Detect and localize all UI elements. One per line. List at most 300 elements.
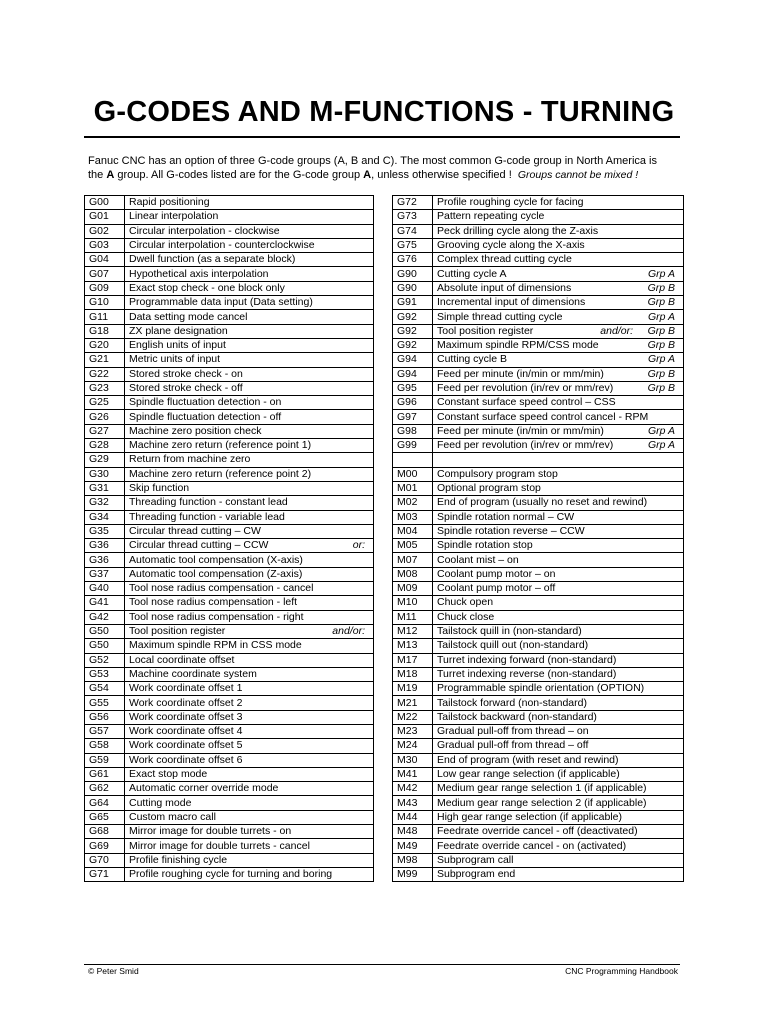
code-cell: M12 (393, 624, 433, 638)
description-text: Metric units of input (129, 353, 221, 366)
code-row (85, 653, 374, 667)
description-cell (433, 267, 684, 281)
description-cell (433, 596, 684, 610)
code-row (393, 582, 684, 596)
code-row (85, 553, 374, 567)
description-text: Work coordinate offset 5 (129, 739, 243, 752)
code-row (85, 667, 374, 681)
code-cell: G54 (85, 682, 125, 696)
description-text: English units of input (129, 339, 226, 352)
description-cell (125, 753, 374, 767)
description-cell (125, 196, 374, 210)
code-cell: M22 (393, 710, 433, 724)
code-cell: G62 (85, 782, 125, 796)
description-text: Threading function - variable lead (129, 510, 285, 523)
group-note: Grp B (647, 296, 675, 309)
code-cell: G59 (85, 753, 125, 767)
description-cell (433, 610, 684, 624)
description-text: Complex thread cutting cycle (437, 253, 572, 266)
code-row (393, 238, 684, 252)
description-cell (125, 524, 374, 538)
description-text: Constant surface speed control cancel - RPM (437, 410, 649, 423)
description-text: Grooving cycle along the X-axis (437, 239, 585, 252)
code-row (393, 839, 684, 853)
description-cell (433, 753, 684, 767)
code-cell: M07 (393, 553, 433, 567)
description-text: End of program (with reset and rewind) (437, 753, 619, 766)
code-cell: G41 (85, 596, 125, 610)
code-cell: G56 (85, 710, 125, 724)
intro-line-2 (88, 168, 688, 182)
description-cell (433, 310, 684, 324)
description-cell (433, 724, 684, 738)
description-cell (433, 682, 684, 696)
g-codes-table-left (84, 195, 374, 882)
code-row (393, 810, 684, 824)
description-cell (433, 739, 684, 753)
description-cell (433, 767, 684, 781)
description-text: Data setting mode cancel (129, 310, 248, 323)
code-row (393, 367, 684, 381)
description-text: Turret indexing forward (non-standard) (437, 653, 617, 666)
description-cell (125, 796, 374, 810)
description-cell (433, 453, 684, 467)
intro-line-1: Fanuc CNC has an option of three G-code groups (A, B and C). The most common G-code group in North America is (88, 155, 658, 167)
description-text: Circular interpolation - clockwise (129, 224, 280, 237)
code-row (393, 796, 684, 810)
code-row (393, 610, 684, 624)
group-note: Grp B (647, 281, 675, 294)
group-note: Grp B (647, 367, 675, 380)
footer-copyright: © Peter Smid (88, 966, 139, 976)
code-row (393, 667, 684, 681)
description-cell (433, 439, 684, 453)
code-row (393, 782, 684, 796)
code-row (393, 696, 684, 710)
code-row (393, 210, 684, 224)
description-cell (125, 481, 374, 495)
group-note: and/or: Grp B (600, 324, 675, 337)
code-cell: G30 (85, 467, 125, 481)
description-text: Programmable spindle orientation (OPTION) (437, 682, 645, 695)
description-text: Tailstock forward (non-standard) (437, 696, 587, 709)
description-cell (433, 510, 684, 524)
description-cell (125, 424, 374, 438)
description-cell (125, 767, 374, 781)
code-cell: G02 (85, 224, 125, 238)
code-row (393, 381, 684, 395)
description-text: Automatic tool compensation (Z-axis) (129, 567, 303, 580)
intro-text: group. All G-codes listed are for the G-code group (114, 169, 364, 181)
description-text: Exact stop mode (129, 768, 208, 781)
description-cell (125, 496, 374, 510)
code-cell: G03 (85, 238, 125, 252)
code-cell: G09 (85, 281, 125, 295)
code-row (393, 481, 684, 495)
description-text: Dwell function (as a separate block) (129, 253, 296, 266)
description-text: Automatic tool compensation (X-axis) (129, 553, 303, 566)
code-cell: M99 (393, 867, 433, 881)
code-cell: M43 (393, 796, 433, 810)
description-cell (433, 582, 684, 596)
code-row (85, 596, 374, 610)
code-row (85, 224, 374, 238)
code-row (85, 510, 374, 524)
description-cell (433, 825, 684, 839)
description-text: Feed per revolution (in/rev or mm/rev) (437, 439, 614, 452)
description-cell (125, 839, 374, 853)
description-text: Subprogram call (437, 853, 514, 866)
code-row (393, 439, 684, 453)
description-text: Feed per minute (in/min or mm/min) (437, 367, 604, 380)
code-row (85, 439, 374, 453)
code-cell: G95 (393, 381, 433, 395)
code-row (393, 324, 684, 338)
code-row (85, 839, 374, 853)
code-row (85, 610, 374, 624)
code-row (393, 453, 684, 467)
code-cell: M00 (393, 467, 433, 481)
code-cell: G32 (85, 496, 125, 510)
code-cell: G00 (85, 196, 125, 210)
description-text: Programmable data input (Data setting) (129, 296, 313, 309)
code-row (393, 310, 684, 324)
description-text: Medium gear range selection 2 (if applicable) (437, 796, 647, 809)
description-text: Compulsory program stop (437, 467, 558, 480)
code-row (393, 496, 684, 510)
code-row (85, 567, 374, 581)
description-text: Linear interpolation (129, 210, 219, 223)
group-note: Grp A (647, 310, 675, 323)
description-cell (125, 453, 374, 467)
description-text: Work coordinate offset 4 (129, 725, 243, 738)
description-cell (125, 853, 374, 867)
description-cell (433, 281, 684, 295)
description-cell (125, 696, 374, 710)
code-cell: M41 (393, 767, 433, 781)
code-row (393, 510, 684, 524)
description-cell (125, 567, 374, 581)
code-cell: G07 (85, 267, 125, 281)
code-row (85, 682, 374, 696)
description-text: Spindle rotation normal – CW (437, 510, 575, 523)
code-cell: G97 (393, 410, 433, 424)
code-row (85, 424, 374, 438)
description-cell (433, 696, 684, 710)
code-row (393, 710, 684, 724)
code-cell: G94 (393, 353, 433, 367)
description-cell (433, 710, 684, 724)
description-cell (433, 481, 684, 495)
description-cell (125, 682, 374, 696)
code-cell: M49 (393, 839, 433, 853)
description-cell (125, 224, 374, 238)
code-cell: M02 (393, 496, 433, 510)
description-cell (433, 196, 684, 210)
description-text: Feedrate override cancel - on (activated) (437, 839, 627, 852)
code-row (85, 310, 374, 324)
code-cell: M03 (393, 510, 433, 524)
code-cell: G99 (393, 439, 433, 453)
code-cell: G25 (85, 396, 125, 410)
code-row (393, 224, 684, 238)
description-cell (125, 267, 374, 281)
code-cell: G90 (393, 267, 433, 281)
description-text: Machine zero return (reference point 1) (129, 439, 312, 452)
description-cell (433, 639, 684, 653)
code-row (85, 624, 374, 638)
description-cell (125, 238, 374, 252)
code-row (85, 853, 374, 867)
code-row (85, 238, 374, 252)
code-cell: M44 (393, 810, 433, 824)
description-text: Work coordinate offset 1 (129, 682, 243, 695)
code-row (393, 567, 684, 581)
description-text: Gradual pull-off from thread – off (437, 739, 589, 752)
g-m-codes-table-right (392, 195, 684, 882)
description-cell (125, 296, 374, 310)
code-cell: G31 (85, 481, 125, 495)
code-cell: G21 (85, 353, 125, 367)
group-note: Grp A (647, 353, 675, 366)
code-row (393, 467, 684, 481)
code-cell: G34 (85, 510, 125, 524)
code-row (393, 338, 684, 352)
code-cell: M98 (393, 853, 433, 867)
code-row (85, 367, 374, 381)
description-text: Mirror image for double turrets - on (129, 825, 292, 838)
description-cell (433, 867, 684, 881)
code-row (85, 582, 374, 596)
code-cell: G27 (85, 424, 125, 438)
description-cell (433, 496, 684, 510)
description-cell (125, 639, 374, 653)
description-cell (125, 410, 374, 424)
description-text: ZX plane designation (129, 324, 228, 337)
description-text: Circular thread cutting – CCW (129, 539, 269, 552)
description-cell (125, 381, 374, 395)
description-cell (125, 867, 374, 881)
description-cell (433, 396, 684, 410)
code-row (85, 324, 374, 338)
code-cell: G50 (85, 639, 125, 653)
code-cell: M01 (393, 481, 433, 495)
code-cell: G37 (85, 567, 125, 581)
code-cell: G55 (85, 696, 125, 710)
code-row (393, 524, 684, 538)
description-cell (125, 281, 374, 295)
code-cell: G61 (85, 767, 125, 781)
description-cell (125, 338, 374, 352)
description-text: Machine zero return (reference point 2) (129, 467, 312, 480)
description-cell (433, 210, 684, 224)
code-row (85, 724, 374, 738)
code-row (393, 281, 684, 295)
group-note: and/or: (332, 625, 365, 638)
description-cell (433, 238, 684, 252)
code-cell: G74 (393, 224, 433, 238)
code-row (85, 196, 374, 210)
code-cell: M17 (393, 653, 433, 667)
description-text: Peck drilling cycle along the Z-axis (437, 224, 599, 237)
description-cell (433, 553, 684, 567)
code-cell: G72 (393, 196, 433, 210)
description-cell (433, 839, 684, 853)
description-text: Rapid positioning (129, 196, 210, 209)
code-cell: G53 (85, 667, 125, 681)
description-cell (433, 324, 684, 338)
intro-paragraph (88, 154, 688, 182)
code-row (393, 596, 684, 610)
group-note: Grp B (647, 382, 675, 394)
description-text: Hypothetical axis interpolation (129, 267, 269, 280)
description-cell (433, 567, 684, 581)
description-cell (433, 253, 684, 267)
intro-warning-note: Groups cannot be mixed ! (517, 169, 639, 181)
description-text: Spindle fluctuation detection - on (129, 396, 282, 409)
description-cell (433, 338, 684, 352)
code-row (85, 796, 374, 810)
code-row (85, 481, 374, 495)
description-text: Stored stroke check - on (129, 367, 243, 380)
description-text: Low gear range selection (if applicable) (437, 768, 620, 781)
code-row (393, 867, 684, 881)
description-text: Tool position register (129, 625, 226, 638)
code-row (393, 553, 684, 567)
description-cell (125, 782, 374, 796)
description-text: Exact stop check - one block only (129, 281, 285, 294)
code-row (85, 639, 374, 653)
intro-text: , unless otherwise specified ! (371, 169, 512, 181)
description-text: Machine zero position check (129, 424, 262, 437)
code-row (393, 724, 684, 738)
code-cell: G94 (393, 367, 433, 381)
code-row (393, 267, 684, 281)
description-cell (433, 296, 684, 310)
code-row (85, 453, 374, 467)
code-row (393, 739, 684, 753)
code-cell: G01 (85, 210, 125, 224)
description-text: Custom macro call (129, 810, 216, 823)
code-row (85, 496, 374, 510)
description-cell (125, 310, 374, 324)
description-text: Absolute input of dimensions (437, 281, 572, 294)
code-row (393, 424, 684, 438)
code-row (393, 296, 684, 310)
description-cell (125, 396, 374, 410)
code-row (85, 396, 374, 410)
group-note: Grp B (647, 339, 675, 352)
code-row (393, 253, 684, 267)
code-cell: G26 (85, 410, 125, 424)
description-cell (125, 610, 374, 624)
description-text: Tailstock quill in (non-standard) (437, 625, 582, 638)
code-cell: G10 (85, 296, 125, 310)
code-cell: M23 (393, 724, 433, 738)
code-row (393, 853, 684, 867)
description-text: Threading function - constant lead (129, 496, 288, 509)
description-cell (433, 353, 684, 367)
description-text: Feedrate override cancel - off (deactivated) (437, 825, 638, 838)
description-cell (125, 724, 374, 738)
code-row (85, 267, 374, 281)
description-text: Chuck close (437, 610, 495, 623)
description-text: Tailstock backward (non-standard) (437, 710, 597, 723)
description-cell (125, 582, 374, 596)
description-cell (125, 210, 374, 224)
code-cell: M10 (393, 596, 433, 610)
description-text: Return from machine zero (129, 453, 251, 466)
description-cell (125, 439, 374, 453)
description-text: Incremental input of dimensions (437, 296, 586, 309)
code-row (393, 682, 684, 696)
description-cell (125, 596, 374, 610)
description-text: Coolant pump motor – on (437, 567, 556, 580)
code-cell: M08 (393, 567, 433, 581)
description-text: Spindle fluctuation detection - off (129, 410, 282, 423)
code-row (85, 467, 374, 481)
code-row (85, 296, 374, 310)
code-row (393, 753, 684, 767)
intro-text: the (88, 169, 107, 181)
description-text: Tool position register (437, 324, 534, 337)
code-cell: M30 (393, 753, 433, 767)
code-cell: M19 (393, 682, 433, 696)
description-text: Turret indexing reverse (non-standard) (437, 667, 617, 680)
code-cell: G92 (393, 310, 433, 324)
code-row (85, 739, 374, 753)
code-row (393, 653, 684, 667)
description-text: Spindle rotation stop (437, 539, 533, 552)
code-cell: G68 (85, 825, 125, 839)
description-text: Simple thread cutting cycle (437, 310, 563, 323)
description-cell (433, 410, 684, 424)
code-cell: G64 (85, 796, 125, 810)
description-text: Mirror image for double turrets - cancel (129, 839, 310, 852)
description-cell (433, 667, 684, 681)
code-cell: G36 (85, 539, 125, 553)
description-text: Feed per minute (in/min or mm/min) (437, 424, 604, 437)
group-note: or: (352, 539, 365, 552)
code-cell: G42 (85, 610, 125, 624)
description-cell (125, 510, 374, 524)
code-cell: G18 (85, 324, 125, 338)
code-cell: G70 (85, 853, 125, 867)
group-note: Grp A (647, 267, 675, 280)
description-text: Work coordinate offset 2 (129, 696, 243, 709)
code-cell: M11 (393, 610, 433, 624)
description-text: Pattern repeating cycle (437, 210, 545, 223)
description-text: Maximum spindle RPM in CSS mode (129, 639, 302, 652)
code-cell: G11 (85, 310, 125, 324)
code-cell: G40 (85, 582, 125, 596)
description-text: Automatic corner override mode (129, 782, 279, 795)
code-cell: G52 (85, 653, 125, 667)
description-text: Subprogram end (437, 868, 516, 881)
code-row (85, 767, 374, 781)
code-cell (393, 453, 433, 467)
code-cell: G75 (393, 238, 433, 252)
code-cell: G71 (85, 867, 125, 881)
code-cell: G04 (85, 253, 125, 267)
description-cell (125, 739, 374, 753)
intro-group-letter: A (363, 169, 372, 181)
code-cell: M21 (393, 696, 433, 710)
code-row (393, 825, 684, 839)
code-cell: G50 (85, 624, 125, 638)
code-cell: M05 (393, 539, 433, 553)
code-row (85, 539, 374, 553)
